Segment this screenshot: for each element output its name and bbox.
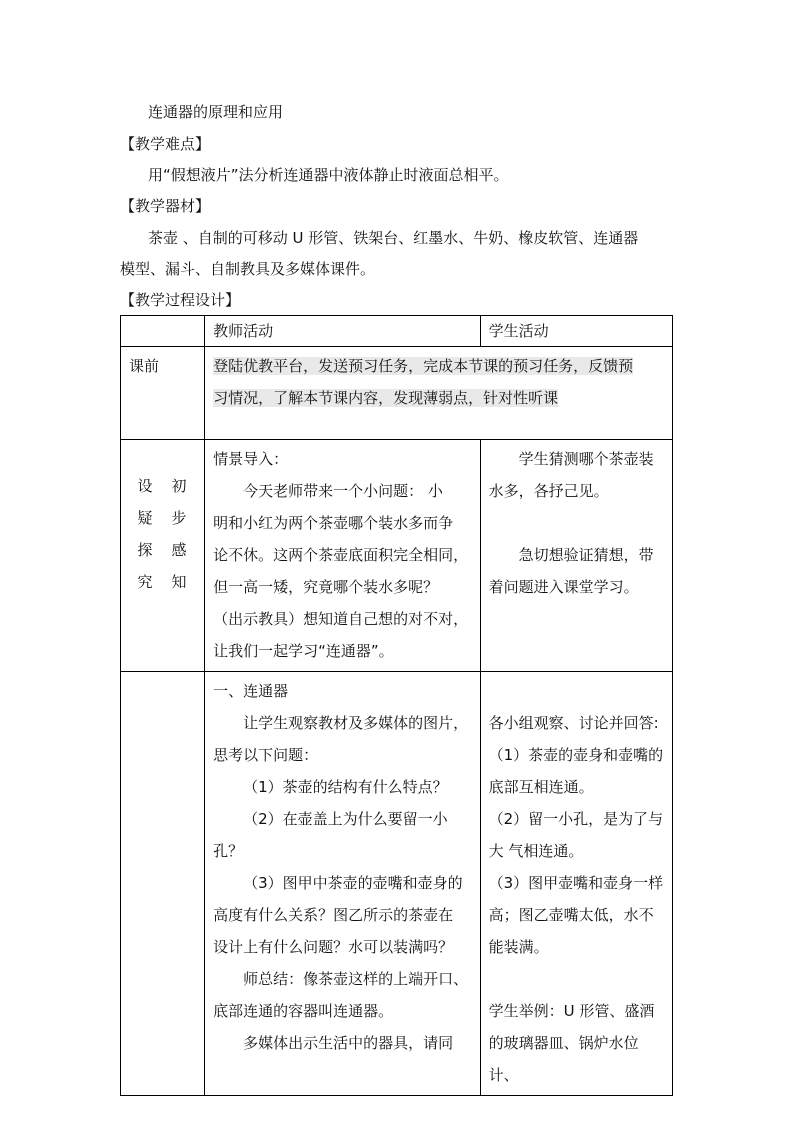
intro-label-char: 初 (171, 477, 188, 495)
teacher-text-line: 但一高一矮，究竟哪个装水多呢？ (213, 578, 439, 596)
teacher-text-line: （2）在壶盖上为什么要留一小 (243, 810, 448, 828)
student-text-line: 各小组观察、讨论并回答: (488, 714, 659, 732)
process-heading: 【教学过程设计】 (120, 291, 241, 309)
header-student-activity: 学生活动 (480, 316, 672, 347)
student-text-line: 能装满。 (488, 938, 549, 956)
intro-label-char: 感 (171, 541, 188, 559)
student-text-line: （2）留一小孔，是为了与 (488, 810, 664, 828)
equipment-heading: 【教学器材】 (120, 197, 211, 215)
main-label-cell (121, 672, 205, 1096)
teacher-text-line: 孔？ (213, 842, 244, 860)
intro-line: 连通器的原理和应用 (148, 103, 284, 121)
intro-label-char: 步 (171, 509, 188, 527)
difficulty-heading: 【教学难点】 (120, 135, 211, 153)
main-teacher-cell (205, 672, 480, 1096)
teacher-text-line: 师总结：像茶壶这样的上端开口、 (243, 970, 469, 988)
intro-label-char: 疑 (137, 509, 154, 527)
intro-student-cell (480, 440, 672, 672)
teacher-text-line: 一、连通器 (213, 682, 289, 700)
table-row (121, 347, 673, 440)
teacher-text-line: （1）茶壶的结构有什么特点？ (243, 778, 448, 796)
main-student-cell (480, 672, 672, 1096)
intro-label-char: 设 (137, 477, 154, 495)
student-text-line: （3）图甲壶嘴和壶身一样 (488, 874, 664, 892)
pre-class-line-1: 登陆优教平台，发送预习任务，完成本节课的预习任务，反馈预 (213, 357, 634, 375)
pre-class-line-2: 习情况，了解本节课内容，发现薄弱点，针对性听课 (213, 389, 559, 407)
teacher-text-line: 让学生观察教材及多媒体的图片， (243, 714, 469, 732)
difficulty-text: 用“假想液片”法分析连通器中液体静止时液面总相平。 (148, 166, 509, 184)
intro-label-char: 知 (171, 573, 188, 591)
header-teacher-activity: 教师活动 (205, 316, 480, 347)
student-text-line: 学生猜测哪个茶壶装 (518, 450, 654, 468)
student-text-line: 高；图乙壶嘴太低，水不 (488, 906, 654, 924)
intro-label-cell (121, 440, 205, 672)
teacher-text-line: （3）图甲中茶壶的壶嘴和壶身的 (243, 874, 463, 892)
teacher-text-line: 明和小红为两个茶壶哪个装水多而争 (213, 514, 454, 532)
equipment-line-2: 模型、漏斗、自制教具及多媒体课件。 (120, 260, 376, 278)
student-text-line: 水多，各抒己见。 (488, 482, 609, 500)
table-row (121, 440, 673, 672)
equipment-line-1: 茶壶 、自制的可移动 U 形管、铁架台、红墨水、牛奶、橡皮软管、连通器 (148, 229, 639, 247)
pre-class-content (205, 347, 673, 440)
teacher-text-line: 情景导入： (213, 450, 289, 468)
table-row (121, 672, 673, 1096)
teacher-text-line: 论不休。这两个茶壶底面积完全相同， (213, 546, 469, 564)
student-text-line: 的玻璃器皿、锅炉水位计、 (488, 1034, 639, 1084)
student-text-line: 学生举例：U 形管、盛酒 (488, 1002, 655, 1020)
teacher-text-line: 底部连通的容器叫连通器。 (213, 1002, 394, 1020)
pre-class-label: 课前 (121, 347, 205, 440)
student-text-line: 底部互相连通。 (488, 778, 594, 796)
teacher-text-line: 设计上有什么问题？水可以装满吗？ (213, 938, 454, 956)
student-text-line: 急切想验证猜想，带 (518, 546, 654, 564)
teacher-text-line: 多媒体出示生活中的器具，请同 (243, 1034, 454, 1052)
intro-teacher-cell (205, 440, 480, 672)
student-text-line: 大 气相连通。 (488, 842, 584, 860)
teacher-text-line: （出示教具）想知道自己想的对不对， (213, 610, 469, 628)
header-cell-blank (121, 316, 205, 347)
intro-label-char: 究 (137, 573, 154, 591)
teacher-text-line: 今天老师带来一个小问题： 小 (243, 482, 443, 500)
table-header-row (121, 316, 673, 347)
teacher-text-line: 让我们一起学习“连通器”。 (213, 642, 394, 660)
teacher-text-line: 思考以下问题： (213, 746, 319, 764)
intro-label-char: 探 (137, 541, 154, 559)
lesson-table (120, 315, 673, 1096)
student-text-line: （1）茶壶的壶身和壶嘴的 (488, 746, 664, 764)
teacher-text-line: 高度有什么关系？图乙所示的茶壶在 (213, 906, 454, 924)
student-text-line: 着问题进入课堂学习。 (488, 578, 639, 596)
